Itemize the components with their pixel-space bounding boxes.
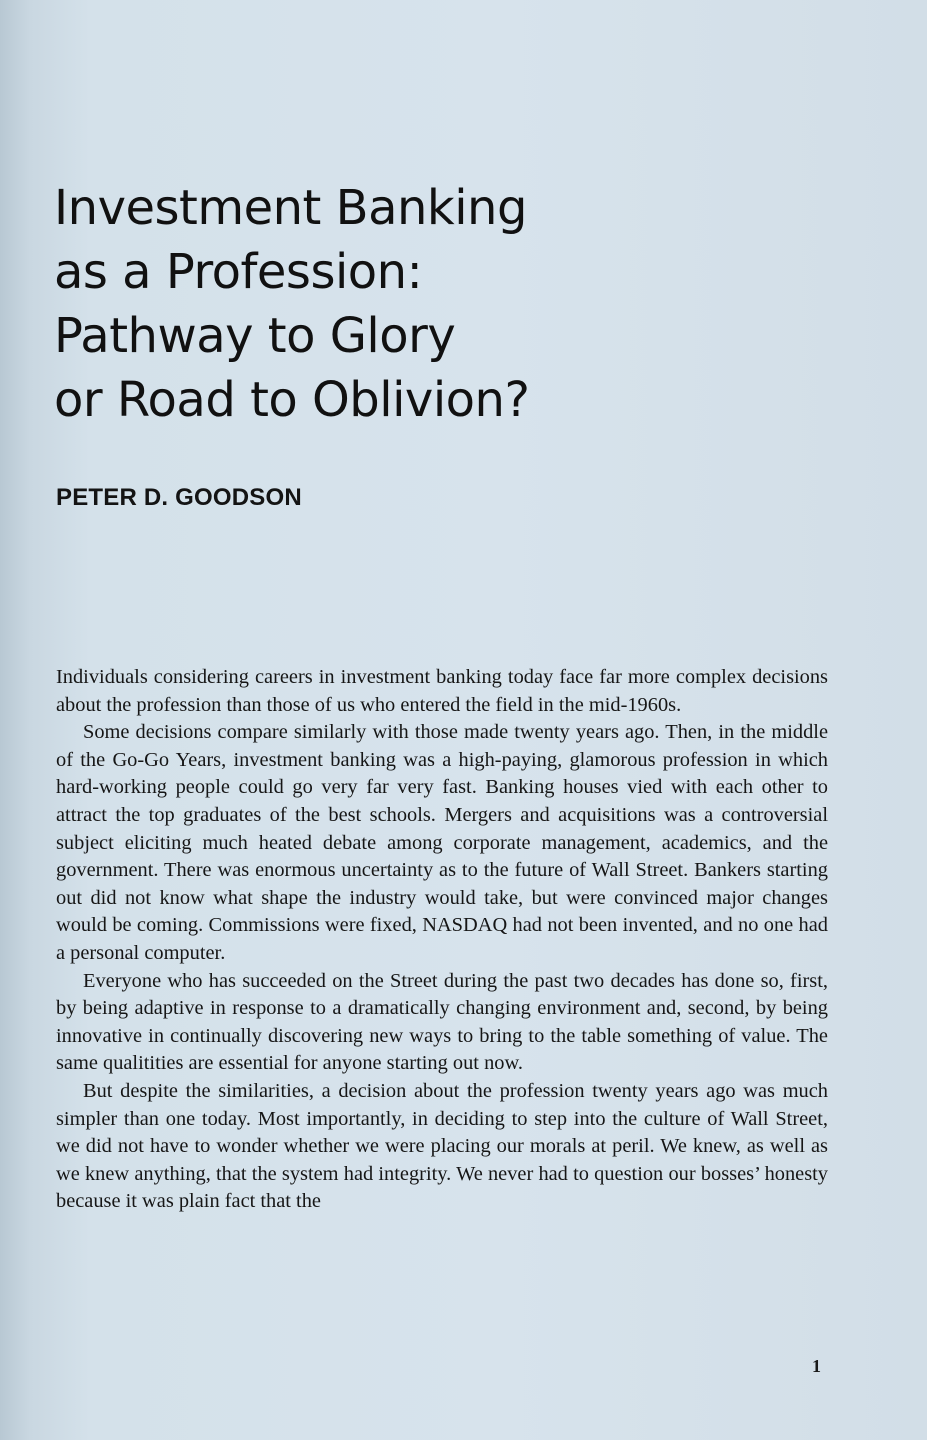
body-text <box>56 664 828 1216</box>
paragraph: Everyone who has succeeded on the Street during the past two decades has done so, first, by being adaptive in response to a dramatically changing environment and, second, by being innovative in continually discovering new ways to bring to the table something of value. The same qualitities are essential for anyone starting out now. <box>56 969 828 1075</box>
chapter-title-line: or Road to Oblivion? <box>54 372 530 428</box>
chapter-title-line: Pathway to Glory <box>54 308 456 364</box>
paragraph: But despite the similarities, a decision about the profession twenty years ago was much simpler than one today. Most importantly, in deciding to step into the culture of Wall Street, we did not have to wonder whether we were placing our morals at peril. We knew, as well as we knew anything, that the system had integrity. We never had to question our bosses’ honesty because it was plain fact that the <box>56 1079 828 1213</box>
paragraph: Some decisions compare similarly with those made twenty years ago. Then, in the middle of the Go-Go Years, investment banking was a high-paying, glamorous profession in which hard-working people could go very far very fast. Banking houses vied with each other to attract the top graduates of the best schools. Mergers and acquisitions was a controversial subject eliciting much heated debate among corporate management, academics, and the government. There was enormous uncertainty as to the future of Wall Street. Bankers starting out did not know what shape the industry would take, but were convinced major changes would be coming. Commissions were fixed, NASDAQ had not been invented, and no one had a personal computer. <box>56 721 828 964</box>
chapter-title-line: Investment Banking <box>54 180 527 236</box>
page-number: 1 <box>812 1356 821 1376</box>
chapter-title-line: as a Profession: <box>54 244 423 300</box>
author-name: PETER D. GOODSON <box>56 484 302 511</box>
paragraph: Individuals considering careers in investment banking today face far more complex decisions about the profession than those of us who entered the field in the mid-1960s. <box>56 666 828 716</box>
chapter-title <box>54 176 674 432</box>
